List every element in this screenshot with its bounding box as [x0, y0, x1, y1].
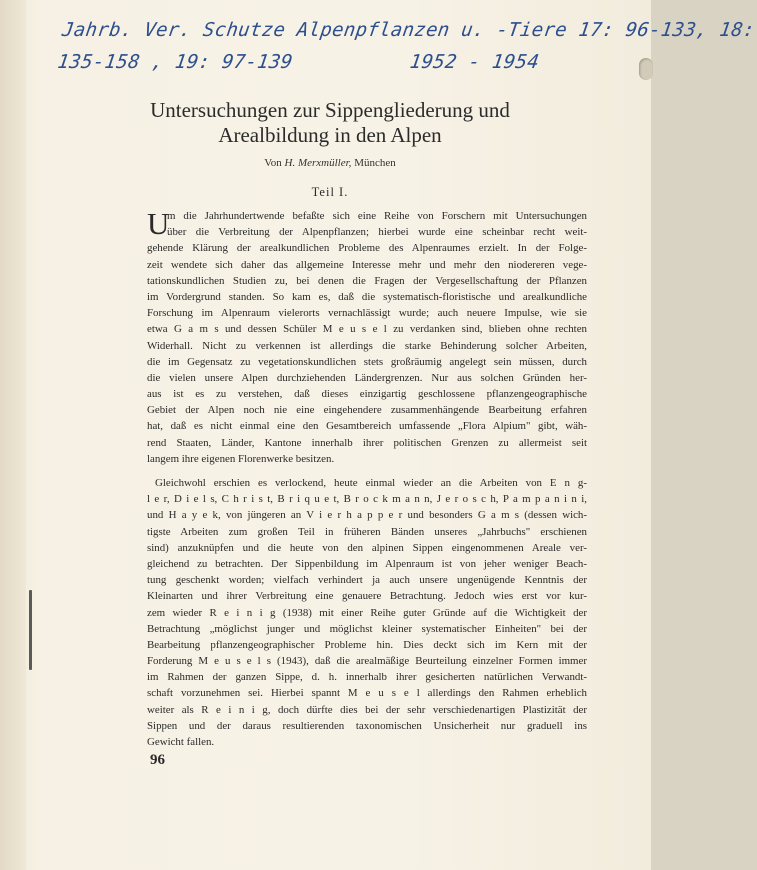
text-line: weiter als R e i n i g, doch dürfte dies bei der sehr verschiedenartigen Plastizität der	[147, 703, 587, 716]
text-line: zem wieder R e i n i g (1938) mit einer Reihe guter Gründe auf die Wichtigkeit der	[147, 606, 587, 619]
text-line: sind) anzuknüpfen und die heute von den alpinen Sippen eingenommenen Areale ver-	[147, 541, 587, 554]
text-line: im Rahmen der ganzen Sippe, d. h. innerhalb ihrer gesicherten natürlichen Verwandt-	[147, 671, 587, 684]
text-line: Gleichwohl erschien es verlockend, heute einmal wieder an die Arbeiten von E n g-	[155, 477, 587, 489]
page-edge	[0, 0, 26, 870]
byline	[150, 157, 510, 169]
handwritten-line-2: 135-158 , 19: 97-139 1952 - 1954	[56, 51, 541, 73]
text-line: tung geschenkt worden; vielfach verhindert ja auch unsere ungenügende Kenntnis der	[147, 574, 587, 587]
text-line: gleichend zu betrachten. Der Sippenbildung im Alpenraum ist von jeher weniger Beach-	[147, 557, 587, 570]
text-line: und H a y e k, von jüngeren an V i e r h a p p e r und besonders G a m s (dessen wich-	[147, 509, 587, 522]
binder-mark	[29, 590, 32, 670]
title-line-1: Untersuchungen zur Sippengliederung und	[150, 98, 510, 122]
part-heading: Teil I.	[311, 185, 349, 199]
text-line: Betrachtung „möglichst junger und möglichst kleiner systematischer Einheiten" bei der	[147, 622, 587, 635]
article-body	[147, 208, 587, 750]
text-line: tationskundlichen Studien zu, bei denen die Fragen der Vergesellschaftung der Pflanzen	[147, 274, 587, 287]
text-line: hat, daß es nicht einmal eine den Gesamtbereich umfassende „Flora Alpium" gibt, wäh-	[147, 420, 587, 433]
handwritten-line-1: Jahrb. Ver. Schutze Alpenpflanzen u. -Tiere 17: 96-133, 18:	[60, 19, 757, 41]
author-name: H. Merxmüller,	[284, 157, 352, 169]
text-line: im Vordergrund standen. So kam es, daß die systematisch-floristische und arealkundliche	[147, 290, 587, 303]
text-line: Sippen und der daraus resultierenden taxonomischen Unsicherheit nur graduell ins	[147, 719, 587, 732]
text-line: Gebiet der Alpen noch nie eine eingehendere zusammenhängende Bearbeitung erfahren	[147, 404, 587, 417]
text-line: rend Staaten, Länder, Kantone innerhalb ihrer politischen Grenzen zu allermeist seit	[147, 436, 587, 449]
author-place: München	[351, 157, 396, 169]
text-line: die vielen unsere Alpen durchziehenden Ländergrenzen. Nur aus solchen Gründen her-	[147, 371, 587, 384]
text-line: die im Gegensatz zu vegetationskundlichen stets großräumig angelegt sein müssen, durch	[147, 355, 587, 368]
text-line: zeit wendete sich daher das allgemeine Interesse mehr und mehr den niodereren vege-	[147, 258, 587, 271]
page-number: 96	[150, 752, 165, 768]
handwritten-citation	[56, 14, 757, 78]
text-line: Forderung M e u s e l s (1943), daß die arealmäßige Beurteilung einzelner Formen immer	[147, 655, 587, 668]
text-line: gehende Klärung der arealkundlichen Probleme des Alpenraumes erzielt. In der Folge-	[147, 242, 587, 255]
byline-prefix: Von	[264, 157, 285, 169]
drop-cap: U	[147, 206, 170, 241]
text-line: Gewicht fallen.	[147, 736, 215, 748]
paragraph-1	[147, 208, 587, 467]
text-line: Bearbeitung pflanzengeographischer Probleme hin. Dies deckt sich im Kern mit der	[147, 638, 587, 651]
text-line: Forschung im Alpenraum vielerorts vernachlässigt wurde; auch neuere Impulse, wie sie	[147, 307, 587, 320]
text-line: m die Jahrhundertwende befaßte sich eine Reihe von Forschern mit Untersuchungen	[167, 210, 587, 222]
text-line: langem ihre eigenen Florenwerke besitzen.	[147, 452, 335, 465]
paragraph-2	[147, 475, 587, 750]
text-line: schaft vorzunehmen sei. Hierbei spannt M e u s e l allerdings den Rahmen erheblich	[147, 687, 587, 700]
text-line: über die Verbreitung der Alpenpflanzen; hierbei wurde eine scheinbar recht weit-	[167, 226, 587, 239]
text-line: aus ist es zu verstehen, daß dieses einzigartig geschlossene pflanzengeographische	[147, 388, 587, 401]
title-line-2: Arealbildung in den Alpen	[218, 123, 442, 147]
text-line: Widerhall. Nicht zu verkennen ist allerdings die starke Behinderung solcher Arbeiten,	[147, 339, 587, 352]
text-line: Kleinarten und ihrer Verbreitung eine genauere Betrachtung. Jedoch wies erst vor kur-	[147, 590, 587, 603]
text-line: tigste Arbeiten zum großen Teil in früheren Bänden unseres „Jahrbuchs" erschienen	[147, 525, 587, 538]
text-line: l e r, D i e l s, C h r i s t, B r i q u e t, B r o c k m a n n, J e r o s c h, P a m p a n i n i,	[147, 493, 587, 506]
article-title	[80, 98, 580, 148]
text-line: etwa G a m s und dessen Schüler M e u s e l zu verdanken sind, blieben ohne rechten	[147, 323, 587, 336]
